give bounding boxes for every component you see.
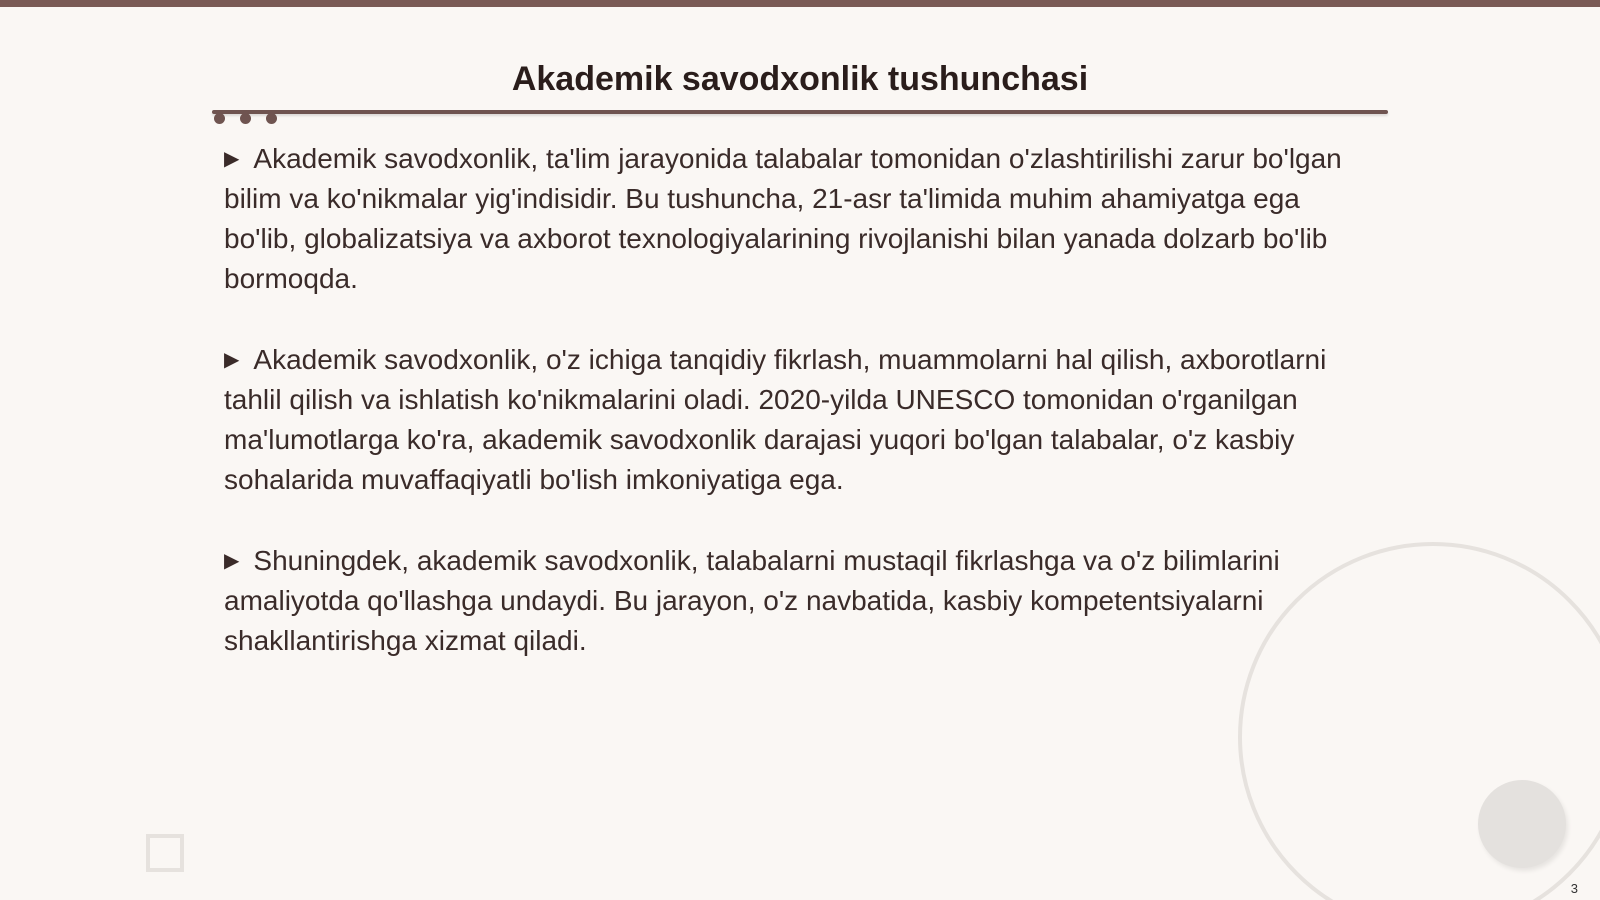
bullet-text: Akademik savodxonlik, o'z ichiga tanqidiy fikrlash, muammolarni hal qilish, axborotlarni tahlil qilish va ishlatish ko'nikmalarini oladi. 2020-yilda UNESCO tomonidan o'rganilgan ma'lumotlarga ko'ra, akademik savodxonlik darajasi yuqori bo'lgan talabalar, o'z kasbiy sohalarida muvaffaqiyatli bo'lish imkoniyatiga ega.: [224, 344, 1327, 495]
title-underline: [212, 110, 1388, 114]
bullet-text: Akademik savodxonlik, ta'lim jarayonida talabalar tomonidan o'zlashtirilishi zarur bo'lgan bilim va ko'nikmalar yig'indisidir. Bu tushuncha, 21-asr ta'limida muhim ahamiyatga ega bo'lib, globalizatsiya va axborot texnologiyalarining rivojlanishi bilan yanada dolzarb bo'lib bormoqda.: [224, 143, 1342, 294]
bullet-item: [224, 541, 1374, 661]
underline-dot: [240, 113, 251, 124]
top-accent-bar: [0, 0, 1600, 7]
bullet-arrow-icon: ▶: [224, 349, 240, 371]
decorative-circle-filled: [1478, 780, 1566, 868]
bullet-list: [224, 139, 1374, 702]
bullet-arrow-icon: ▶: [224, 550, 240, 572]
slide-title: Akademik savodxonlik tushunchasi: [511, 60, 1089, 98]
bullet-item: [224, 139, 1374, 299]
underline-dot: [266, 113, 277, 124]
page-number: 3: [1570, 881, 1578, 896]
bullet-arrow-icon: ▶: [224, 148, 240, 170]
bullet-text: Shuningdek, akademik savodxonlik, talabalarni mustaqil fikrlashga va o'z bilimlarini amaliyotda qo'llashga undaydi. Bu jarayon, o'z navbatida, kasbiy kompetentsiyalarni shakllantirishga xizmat qiladi.: [224, 545, 1280, 656]
bullet-item: [224, 340, 1374, 500]
underline-dot: [214, 113, 225, 124]
decorative-square-outline: [146, 834, 184, 872]
